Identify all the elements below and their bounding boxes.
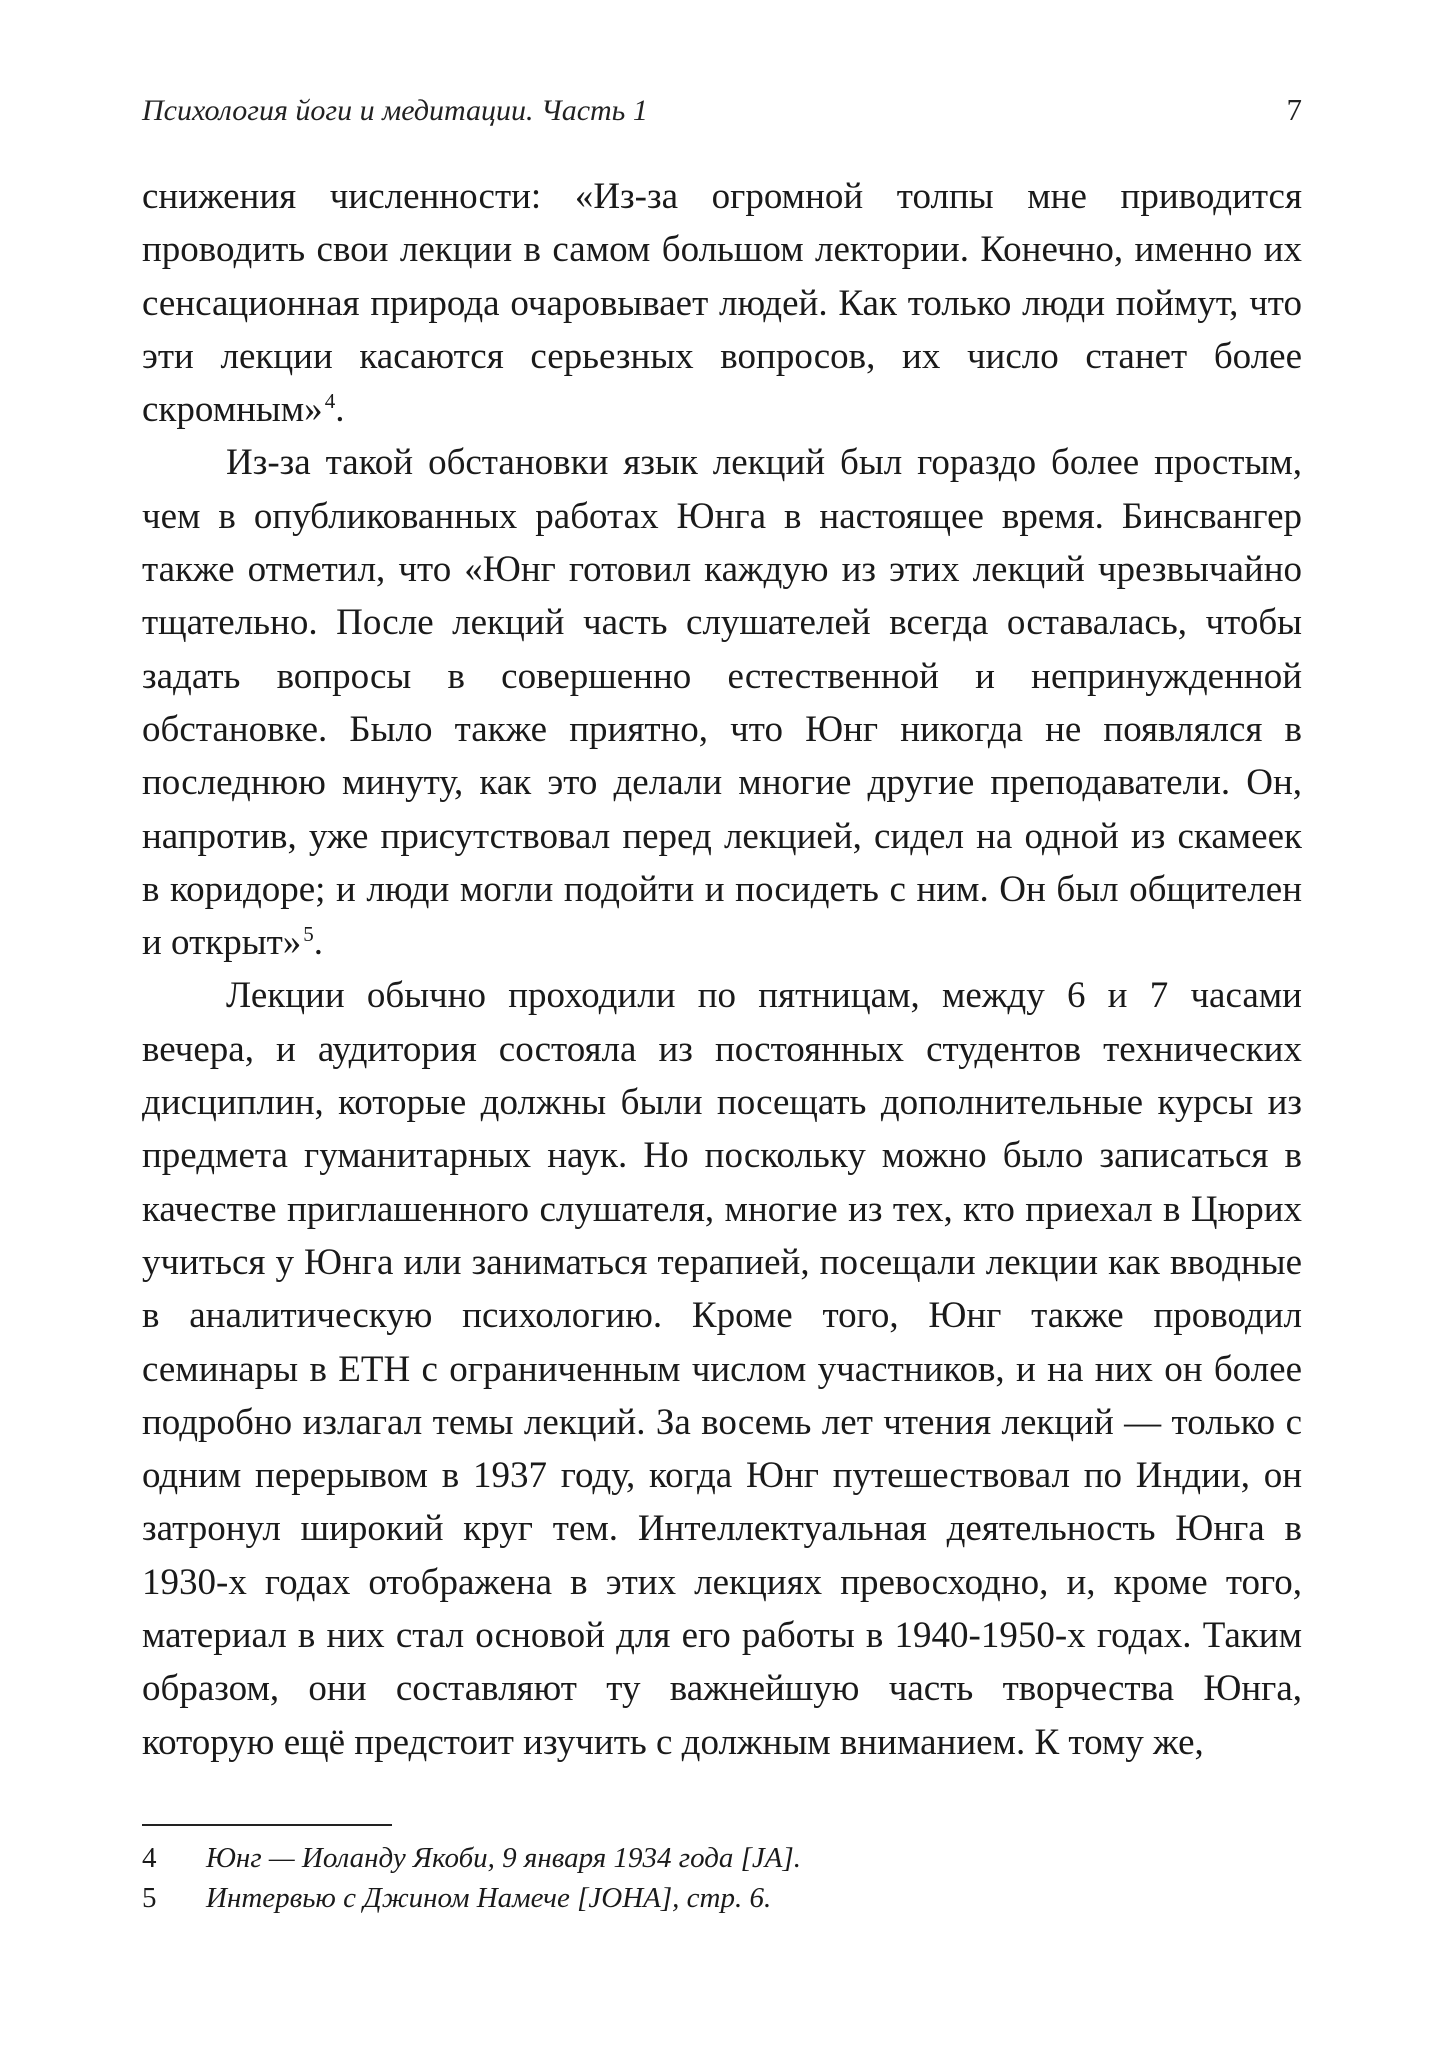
page-number: 7 xyxy=(1286,92,1302,127)
paragraph-1-text: снижения численности: «Из-за огромной толпы мне приводится проводить свои лекции в самом большом лектории. Конечно, именно их сенсационная природа очаровывает людей. Как только люди поймут, что эти лекции касаются серьезных вопросов, их число станет более скромным» xyxy=(142,176,1302,431)
footnote-text: Интервью с Джином Намече [JOHA], стр. 6. xyxy=(206,1882,772,1914)
footnote-ref-4[interactable]: 4 xyxy=(324,388,336,413)
running-header-title: Психология йоги и медитации. Часть 1 xyxy=(142,94,648,127)
paragraph-3 xyxy=(142,969,1302,1768)
footnote-divider xyxy=(142,1824,392,1826)
paragraph-2-text: Из-за такой обстановки язык лекций был гораздо более простым, чем в опубликованных работах Юнга в настоящее время. Бинсвангер также отметил, что «Юнг готовил каждую из этих лекций чрезвычайно тщательно. После лекций часть слушателей всегда оставалась, чтобы задать вопросы в совершенно естественной и непринужденной обстановке. Было также приятно, что Юнг никогда не появлялся в последнюю минуту, как это делали многие другие преподаватели. Он, напротив, уже присутствовал перед лекцией, сидел на одной из скамеек в коридоре; и люди могли подойти и посидеть с ним. Он был общителен и открыт» xyxy=(142,442,1302,964)
footnote-number: 4 xyxy=(142,1842,157,1874)
footnotes xyxy=(142,1838,1302,1918)
running-header xyxy=(142,92,1302,142)
footnote-text: Юнг — Иоланду Якоби, 9 января 1934 года [JA]. xyxy=(206,1842,802,1874)
footnote-number: 5 xyxy=(142,1882,157,1914)
paragraph-1: снижения численности: «Из-за огромной толпы мне приводится проводить свои лекции в самом большом лектории. Конечно, именно их сенсационная природа очаровывает людей. Как только люди поймут, что эти лекции касаются серьезных вопросов, их число станет более скромным»$^4$. xyxy=(142,176,1302,431)
paragraph-2: Из-за такой обстановки язык лекций был гораздо более простым, чем в опубликованных работах Юнга в настоящее время. Бинсвангер также отметил, что «Юнг готовил каждую из этих лекций чрезвычайно тщательно. После лекций часть слушателей всегда оставалась, чтобы задать вопросы в совершенно естественной и непринужденной обстановке. Было также приятно, что Юнг никогда не появлялся в последнюю минуту, как это делали многие другие преподаватели. Он, напротив, уже присутствовал перед лекцией, сидел на одной из скамеек в коридоре; и люди могли подойти и посидеть с ним. Он был общителен и открыт»$^5$. xyxy=(142,442,1302,964)
paragraph-3-text: Лекции обычно проходили по пятницам, между 6 и 7 часами вечера, и аудитория состояла из постоянных студентов технических дисциплин, которые должны были посещать дополнительные курсы из предмета гуманитарных наук. Но поскольку можно было записаться в качестве приглашенного слушателя, многие из тех, кто приехал в Цюрих учиться у Юнга или заниматься терапией, посещали лекции как вводные в аналитическую психологию. Кроме того, Юнг также проводил семинары в ЕТН с ограниченным числом участников, и на них он более подробно излагал темы лекций. За восемь лет чтения лекций — только с одним перерывом в 1937 году, когда Юнг путешествовал по Индии, он затронул широкий круг тем. Интеллектуальная деятельность Юнга в 1930-х годах отображена в этих лекциях превосходно, и, кроме того, материал в них стал основой для его работы в 1940-1950-х годах. Таким образом, они составляют ту важнейшую часть творчества Юнга, которую ещё предстоит изучить с должным вниманием. К тому же, xyxy=(142,975,1302,1763)
footnote-4 xyxy=(142,1838,1302,1878)
body-text xyxy=(142,170,1302,1769)
footnote-5 xyxy=(142,1878,1302,1918)
footnote-ref-5[interactable]: 5 xyxy=(303,921,314,946)
